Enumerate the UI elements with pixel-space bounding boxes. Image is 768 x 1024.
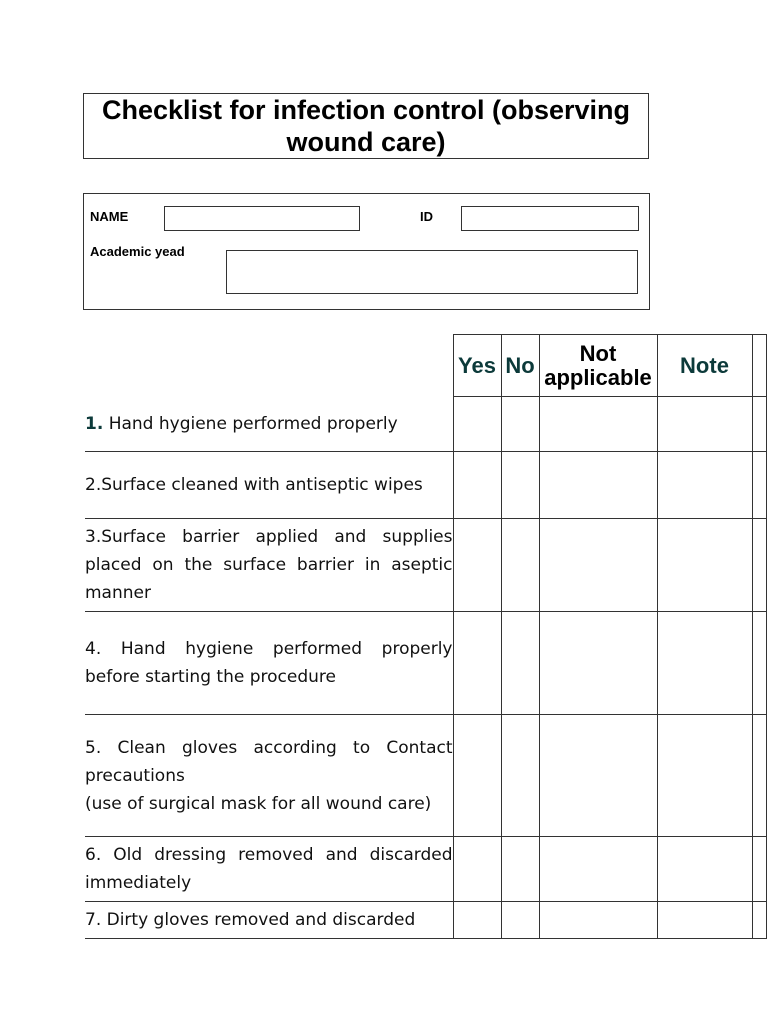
extra-cell [752, 452, 766, 519]
table-row [85, 837, 766, 902]
item-label: 5. Clean gloves according to Contact precautions [85, 737, 453, 786]
header-no: No [501, 335, 539, 397]
header-row [85, 335, 766, 397]
note-cell[interactable] [657, 452, 752, 519]
item-number: 1. [85, 413, 104, 434]
item-text: 7. Dirty gloves removed and discarded [85, 902, 453, 939]
note-cell[interactable] [657, 519, 752, 612]
table-row [85, 397, 766, 452]
note-cell[interactable] [657, 612, 752, 715]
header-note: Note [657, 335, 752, 397]
academic-year-label: Academic yead [90, 244, 185, 259]
no-cell[interactable] [501, 519, 539, 612]
item-sublabel: (use of surgical mask for all wound care) [85, 793, 432, 814]
item-label: Hand hygiene performed properly [103, 413, 398, 434]
table-row [85, 715, 766, 837]
item-text: 4. Hand hygiene performed properly before starting the procedure [85, 612, 453, 715]
extra-cell [752, 397, 766, 452]
table-row [85, 519, 766, 612]
not-applicable-cell[interactable] [539, 397, 657, 452]
yes-cell[interactable] [453, 612, 501, 715]
no-cell[interactable] [501, 452, 539, 519]
id-field[interactable] [461, 206, 639, 231]
header-yes: Yes [453, 335, 501, 397]
no-cell[interactable] [501, 715, 539, 837]
extra-cell [752, 612, 766, 715]
item-text [85, 397, 453, 452]
not-applicable-cell[interactable] [539, 902, 657, 939]
not-applicable-cell[interactable] [539, 715, 657, 837]
extra-cell [752, 519, 766, 612]
student-info-box [83, 193, 650, 310]
table-row [85, 612, 766, 715]
yes-cell[interactable] [453, 452, 501, 519]
not-applicable-cell[interactable] [539, 452, 657, 519]
name-field[interactable] [164, 206, 360, 231]
not-applicable-cell[interactable] [539, 519, 657, 612]
note-cell[interactable] [657, 902, 752, 939]
page-title-text: Checklist for infection control (observing wound care) [101, 95, 631, 157]
checklist-table [85, 334, 767, 939]
yes-cell[interactable] [453, 837, 501, 902]
yes-cell[interactable] [453, 519, 501, 612]
extra-cell [752, 902, 766, 939]
item-text: 6. Old dressing removed and discarded immediately [85, 837, 453, 902]
item-text: 3.Surface barrier applied and supplies placed on the surface barrier in aseptic manner [85, 519, 453, 612]
header-not-applicable: Not applicable [539, 335, 657, 397]
name-label: NAME [90, 209, 129, 224]
no-cell[interactable] [501, 397, 539, 452]
not-applicable-cell[interactable] [539, 837, 657, 902]
item-text: 2.Surface cleaned with antiseptic wipes [85, 452, 453, 519]
page-title [83, 93, 649, 159]
yes-cell[interactable] [453, 902, 501, 939]
not-applicable-cell[interactable] [539, 612, 657, 715]
id-label: ID [420, 209, 433, 224]
table-row [85, 902, 766, 939]
note-cell[interactable] [657, 397, 752, 452]
no-cell[interactable] [501, 902, 539, 939]
yes-cell[interactable] [453, 715, 501, 837]
header-blank [85, 335, 453, 397]
note-cell[interactable] [657, 715, 752, 837]
item-text [85, 715, 453, 837]
extra-cell [752, 837, 766, 902]
table-row [85, 452, 766, 519]
yes-cell[interactable] [453, 397, 501, 452]
header-extra [752, 335, 766, 397]
no-cell[interactable] [501, 837, 539, 902]
academic-year-field[interactable] [226, 250, 638, 294]
extra-cell [752, 715, 766, 837]
no-cell[interactable] [501, 612, 539, 715]
note-cell[interactable] [657, 837, 752, 902]
